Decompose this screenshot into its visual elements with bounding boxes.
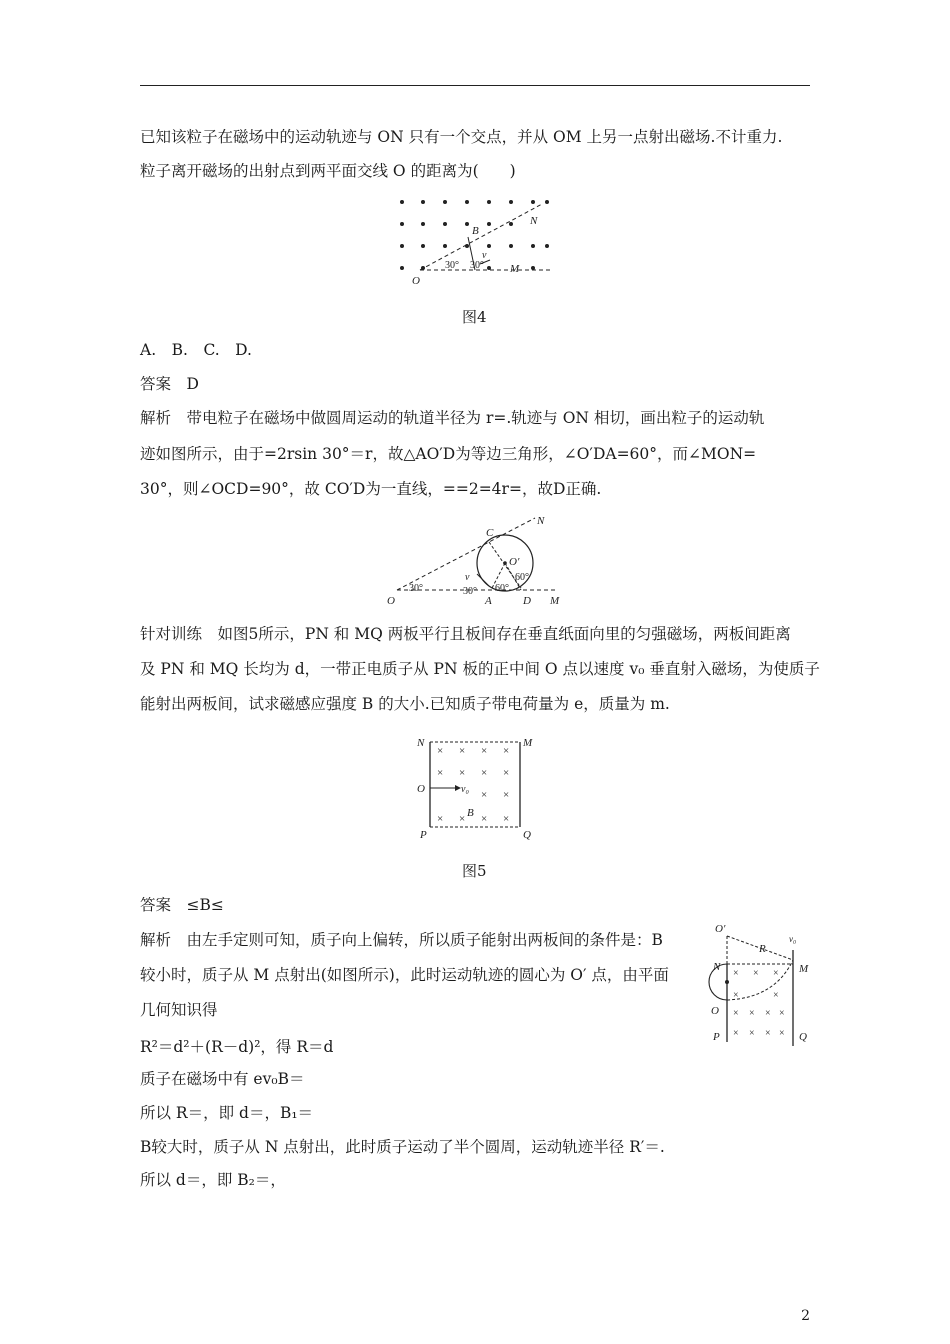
svg-text:×: × <box>773 968 779 979</box>
analysis-1-line-2: 迹如图所示，由于=2rsin 30°＝r，故△AO′D为等边三角形，∠O′DA=60°，而∠MON= <box>140 445 757 463</box>
svg-text:×: × <box>503 789 510 801</box>
sol-angle-60b: 60° <box>495 583 509 594</box>
equation-5: 所以 d＝，即 B₂＝， <box>140 1171 286 1189</box>
sol-angle-30b: 30° <box>463 586 477 597</box>
side-label-r: R <box>759 943 766 955</box>
svg-text:×: × <box>481 789 488 801</box>
analysis-2-line-1 <box>140 929 700 951</box>
sol-label-c: C <box>486 527 494 539</box>
sol-label-oprime: O′ <box>509 556 520 568</box>
fig5-label-m: M <box>523 737 533 749</box>
svg-text:×: × <box>481 745 488 757</box>
svg-text:×: × <box>765 1008 771 1019</box>
analysis-2-text-1: 由左手定则可知，质子向上偏转，所以质子能射出两板间的条件是：B <box>186 931 663 949</box>
svg-text:×: × <box>481 813 488 825</box>
fig4-angle-2: 30° <box>470 260 484 271</box>
answer-2-label: 答案 <box>140 896 172 914</box>
svg-text:×: × <box>765 1028 771 1039</box>
answer-1 <box>140 373 820 395</box>
analysis-2-line-3: 几何知识得 <box>140 1001 218 1019</box>
answer-options: A. B. C. D. <box>140 341 252 359</box>
svg-text:×: × <box>749 1028 755 1039</box>
analysis-1-label: 解析 <box>140 409 172 427</box>
svg-text:×: × <box>459 745 466 757</box>
svg-text:×: × <box>481 767 488 779</box>
fig5-label-n: N <box>417 737 425 749</box>
side-label-q: Q <box>799 1031 807 1043</box>
fig4-label-m: M <box>510 263 520 275</box>
answer-1-value: D <box>186 375 199 393</box>
figure-5 <box>415 732 545 842</box>
svg-text:×: × <box>503 767 510 779</box>
sol-label-m: M <box>550 595 560 607</box>
header-rule <box>140 85 810 86</box>
sol-label-d: D <box>523 595 531 607</box>
answer-2-value: ≤B≤ <box>186 896 224 914</box>
svg-text:×: × <box>459 813 466 825</box>
side-label-m: M <box>799 963 809 975</box>
drill-line-2: 及 PN 和 MQ 长均为 d，一带正电质子从 PN 板的正中间 O 点以速度 v₀ 垂直射入磁场，为使质子 <box>140 660 820 678</box>
side-label-n: N <box>713 961 721 973</box>
sol-label-n: N <box>537 515 545 527</box>
analysis-2-line-2: 较小时，质子从 M 点射出(如图所示)，此时运动轨迹的圆心为 O′ 点，由平面 <box>140 966 669 984</box>
side-label-oprime: O′ <box>715 923 726 935</box>
figure-5-caption: 图5 <box>462 862 487 880</box>
svg-text:×: × <box>733 1008 739 1019</box>
svg-text:×: × <box>733 990 739 1001</box>
svg-text:×: × <box>773 990 779 1001</box>
equation-2: 质子在磁场中有 ev₀B＝ <box>140 1070 305 1088</box>
fig5-label-o: O <box>417 783 425 795</box>
drill-text-1: 如图5所示，PN 和 MQ 两板平行且板间存在垂直纸面向里的匀强磁场，两板间距离 <box>217 625 791 643</box>
sol-label-v: v <box>465 572 470 583</box>
figure-4-caption: 图4 <box>462 308 487 326</box>
svg-text:×: × <box>733 968 739 979</box>
equation-1: R²＝d²＋(R－d)²，得 R＝d <box>140 1038 334 1056</box>
svg-text:×: × <box>503 813 510 825</box>
fig5-label-v0: v₀ <box>461 784 469 795</box>
svg-text:×: × <box>437 813 444 825</box>
fig5-label-q: Q <box>523 829 531 841</box>
analysis-2-label: 解析 <box>140 931 172 949</box>
svg-text:×: × <box>733 1028 739 1039</box>
fig4-label-v: v <box>482 250 487 261</box>
problem-text-line-1: 已知该粒子在磁场中的运动轨迹与 ON 只有一个交点，并从 OM 上另一点射出磁场.不计重力. <box>140 128 783 146</box>
fig4-label-b: B <box>472 225 479 237</box>
fig4-label-n: N <box>530 215 538 227</box>
svg-text:×: × <box>459 767 466 779</box>
analysis-1-line-3: 30°，则∠OCD=90°，故 CO′D为一直线，==2=4r=，故D正确. <box>140 480 602 498</box>
side-label-o: O <box>711 1005 719 1017</box>
analysis-1-line-1 <box>140 407 820 429</box>
analysis-1-text-1: 带电粒子在磁场中做圆周运动的轨道半径为 r=.轨迹与 ON 相切，画出粒子的运动轨 <box>186 409 765 427</box>
equation-3: 所以 R＝，即 d＝，B₁＝ <box>140 1104 314 1122</box>
svg-text:×: × <box>503 745 510 757</box>
figure-side <box>705 920 815 1048</box>
side-label-v0: v₀ <box>789 934 797 944</box>
sol-angle-60a: 60° <box>515 572 529 583</box>
figure-4 <box>390 192 560 287</box>
answer-2 <box>140 894 820 916</box>
svg-text:×: × <box>779 1008 785 1019</box>
drill-label: 针对训练 <box>140 625 203 643</box>
fig5-label-p: P <box>420 829 427 841</box>
figure-solution <box>385 510 570 610</box>
sol-label-a: A <box>485 595 492 607</box>
side-label-p: P <box>713 1031 720 1043</box>
page-number: 2 <box>801 1308 810 1324</box>
svg-text:×: × <box>437 767 444 779</box>
drill-line-1 <box>140 623 820 645</box>
equation-4: B较大时，质子从 N 点射出，此时质子运动了半个圆周，运动轨迹半径 R′＝. <box>140 1138 665 1156</box>
drill-line-3: 能射出两板间，试求磁感应强度 B 的大小.已知质子带电荷量为 e，质量为 m. <box>140 695 670 713</box>
fig4-angle-1: 30° <box>445 260 459 271</box>
svg-text:×: × <box>779 1028 785 1039</box>
fig5-label-b: B <box>467 807 474 819</box>
sol-angle-30a: 30° <box>409 583 423 594</box>
problem-text-line-2: 粒子离开磁场的出射点到两平面交线 O 的距离为( ) <box>140 162 516 180</box>
fig4-label-o: O <box>412 275 420 287</box>
answer-1-label: 答案 <box>140 375 172 393</box>
svg-text:×: × <box>749 1008 755 1019</box>
svg-text:×: × <box>437 745 444 757</box>
sol-label-o: O <box>387 595 395 607</box>
svg-text:×: × <box>753 968 759 979</box>
